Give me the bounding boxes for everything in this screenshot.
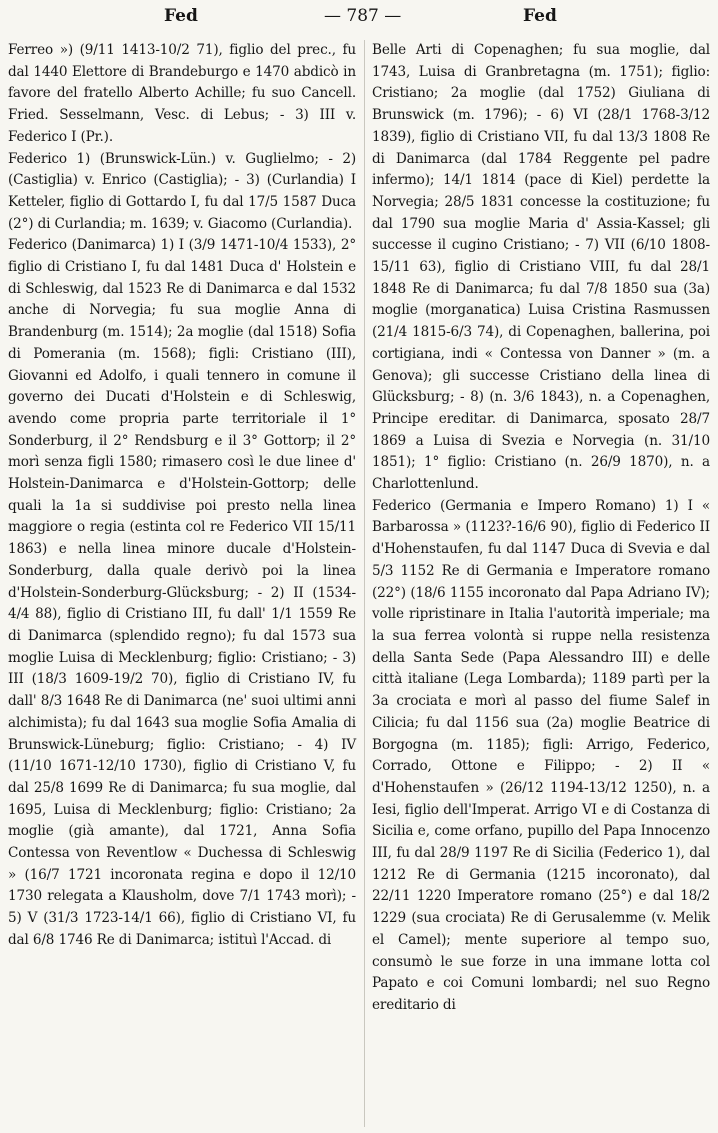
column-divider bbox=[364, 40, 365, 1127]
header-left-keyword: Fed bbox=[164, 6, 198, 26]
entry-paragraph: Federico 1) (Brunswick-Lün.) v. Guglielmo; - 2) (Castiglia) v. Enrico (Castiglia); - 3) (Curlandia) I Ketteler, figlio di Gottardo I, fu dal 17/5 1587 Duca (2°) di Curlandia; m. 1639; v. Giacomo (Curlandia). bbox=[8, 150, 356, 232]
page-number: — 787 — bbox=[324, 6, 402, 26]
running-header bbox=[8, 4, 710, 34]
entry-paragraph: Belle Arti di Copenaghen; fu sua moglie, dal 1743, Luisa di Granbretagna (m. 1751); figlio: Cristiano; 2a moglie (dal 1752) Giuliana di Brunswick (m. 1796); - 6) VI (28/1 1768-3/12 1839), figlio di Cristiano VII, fu dal 13/3 1808 Re di Danimarca (dal 1784 Reggente pel padre infermo); 14/1 1814 (pace di Kiel) perdette la Norvegia; 28/5 1831 concesse la costituzione; fu dal 1790 sua moglie Maria d' Assia-Kassel; gli successe il cugino Cristiano; - 7) VII (6/10 1808-15/11 63), figlio di Cristiano VIII, fu dal 28/1 1848 Re di Danimarca; fu dal 7/8 1850 sua (3a) moglie (morganatica) Luisa Cristina Rasmussen (21/4 1815-6/3 74), di Copenaghen, ballerina, poi cortigiana, indi « Contessa von Danner » (m. a Genova); gli successe Cristiano della linea di Glücksburg; - 8) (n. 3/6 1843), n. a Copenaghen, Principe ereditar. di Danimarca, sposato 28/7 1869 a Luisa di Svezia e Norvegia (n. 31/10 1851); 1° figlio: Cristiano (n. 26/9 1870), n. a Charlottenlund. bbox=[372, 42, 710, 493]
right-column bbox=[372, 40, 710, 1017]
left-column bbox=[8, 40, 356, 952]
entry-paragraph: Ferreo ») (9/11 1413-10/2 71), figlio del prec., fu dal 1440 Elettore di Brandeburgo e 1470 abdicò in favore del fratello Alberto Achille; fu suo Cancell. Fried. Sesselmann, Vesc. di Lebus; - 3) III v. Federico I (Pr.). bbox=[8, 42, 356, 145]
entry-paragraph: Federico (Danimarca) 1) I (3/9 1471-10/4 1533), 2° figlio di Cristiano I, fu dal 1481 Duca d' Holstein e di Schleswig, dal 1523 Re di Danimarca e dal 1532 anche di Norvegia; fu sua moglie Anna di Brandenburg (m. 1514); 2a moglie (dal 1518) Sofia di Pomerania (m. 1568); figli: Cristiano (III), Giovanni ed Adolfo, i quali tennero in comune il governo dei Ducati d'Holstein e di Schleswig, avendo come propria parte territoriale il 1° Sonderburg, il 2° Rendsburg e il 3° Gottorp; il 2° morì senza figli 1580; rimasero così le due linee d' Holstein-Danimarca e d'Holstein-Gottorp; delle quali la 1a si suddivise poi presto nella linea maggiore o regia (estinta col re Federico VII 15/11 1863) e nella linea minore ducale d'Holstein-Sonderburg, dalla quale derivò poi la linea d'Holstein-Sonderburg-Glücksburg; - 2) II (1534-4/4 88), figlio di Cristiano III, fu dall' 1/1 1559 Re di Danimarca (splendido regno); fu dal 1573 sua moglie Luisa di Mecklenburg; figlio: Cristiano; - 3) III (18/3 1609-19/2 70), figlio di Cristiano IV, fu dall' 8/3 1648 Re di Danimarca (ne' suoi ultimi anni alchimista); fu dal 1643 sua moglie Sofia Amalia di Brunswick-Lüneburg; figlio: Cristiano; - 4) IV (11/10 1671-12/10 1730), figlio di Cristiano V, fu dal 25/8 1699 Re di Danimarca; fu sua moglie, dal 1695, Luisa di Mecklenburg; figlio: Cristiano; 2a moglie (già amante), dal 1721, Anna Sofia Contessa von Reventlow « Duchessa di Schleswig » (16/7 1721 incoronata regina e dopo il 12/10 1730 relegata a Klausholm, dove 7/1 1743 morì); - 5) V (31/3 1723-14/1 66), figlio di Cristiano VI, fu dal 6/8 1746 Re di Danimarca; istituì l'Accad. di bbox=[8, 237, 356, 948]
entry-paragraph: Federico (Germania e Impero Romano) 1) I « Barbarossa » (1123?-16/6 90), figlio di Federico II d'Hohenstaufen, fu dal 1147 Duca di Svevia e dal 5/3 1152 Re di Germania e Imperatore romano (22°) (18/6 1155 incoronato dal Papa Adriano IV); volle ripristinare in Italia l'autorità imperiale; ma la sua ferrea volontà si ruppe nella resistenza della Santa Sede (Papa Alessandro III) e delle città italiane (Lega Lombarda); 1189 partì per la 3a crociata e morì al passo del fiume Salef in Cilicia; fu dal 1156 sua (2a) moglie Beatrice di Borgogna (m. 1185); figli: Arrigo, Federico, Corrado, Ottone e Filippo; - 2) II « d'Hohenstaufen » (26/12 1194-13/12 1250), n. a Iesi, figlio dell'Imperat. Arrigo VI e di Costanza di Sicilia e, come orfano, pupillo del Papa Innocenzo III, fu dal 28/9 1197 Re di Sicilia (Federico 1), dal 1212 Re di Germania (1215 incoronato), dal 22/11 1220 Imperatore romano (25°) e dal 18/2 1229 (sua crociata) Re di Gerusalemme (v. Melik el Camel); mente superiore al tempo suo, consumò le sue forze in una immane lotta col Papato e coi Comuni lombardi; nel suo Regno ereditario di bbox=[372, 497, 710, 1013]
header-right-keyword: Fed bbox=[523, 6, 557, 26]
